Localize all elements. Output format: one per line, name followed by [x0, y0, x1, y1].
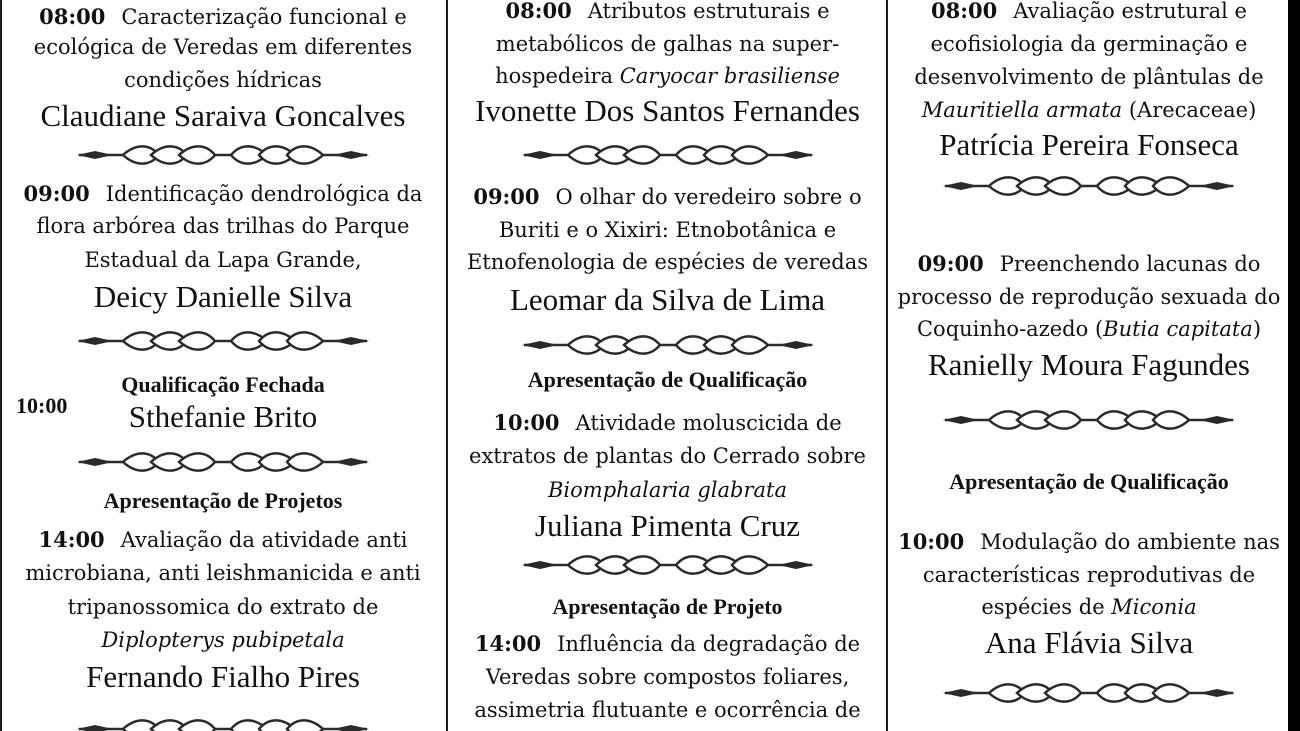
talk-title-line: processo de reprodução sexuada do: [897, 285, 1281, 309]
session-heading: Qualificação Fechada: [121, 372, 325, 397]
talk-time: 10:00: [493, 410, 560, 435]
talk-title-line: condições hídricas: [124, 68, 322, 92]
talk-time: 10:00: [898, 529, 965, 554]
talk-title-line: 10:00 Modulação do ambiente nas: [898, 529, 1280, 554]
talk-time: 09:00: [917, 251, 984, 276]
talk-title-line: desenvolvimento de plântulas de: [914, 65, 1264, 89]
speaker-name: Ivonette Dos Santos Fernandes: [475, 93, 860, 128]
talk-title-line: Mauritiella armata (Arecaceae): [921, 98, 1257, 122]
talk-title-line: 08:00 Avaliação estrutural e: [930, 0, 1247, 23]
laurel-divider-icon: [449, 550, 886, 580]
speaker-name: Ranielly Moura Fagundes: [927, 347, 1250, 382]
talk-title-line: hospedeira Caryocar brasiliense: [495, 64, 840, 88]
speaker-name: Claudiane Saraiva Goncalves: [40, 98, 406, 133]
talk-time: 14:00: [474, 631, 542, 656]
talk-title-italic-line: Biomphalaria glabrata: [547, 478, 788, 502]
talk-title-line: características reprodutivas de: [922, 563, 1256, 587]
laurel-divider-icon: [0, 326, 446, 356]
talk-time: 14:00: [38, 527, 105, 552]
laurel-divider-icon: [0, 140, 446, 170]
section-heading: Apresentação de Qualificação: [949, 469, 1229, 494]
speaker-name: Leomar da Silva de Lima: [509, 282, 826, 317]
talk-title-line: ecofisiologia da germinação e: [930, 32, 1248, 56]
border-right: [1288, 0, 1300, 731]
speaker-name: Juliana Pimenta Cruz: [534, 508, 801, 543]
talk-title-line: flora arbórea das trilhas do Parque: [36, 214, 410, 238]
talk-title-line: metabólicos de galhas na super-: [495, 32, 840, 56]
talk-title-line: 09:00 O olhar do veredeiro sobre o: [473, 184, 862, 209]
schedule-column-3: [889, 0, 1289, 731]
talk-title-line: 10:00 Atividade moluscicida de: [493, 410, 842, 435]
laurel-divider-icon: [449, 140, 886, 170]
talk-title-line: 09:00 Preenchendo lacunas do: [917, 251, 1261, 276]
laurel-divider-icon: [889, 171, 1289, 201]
talk-title-line: espécies de Miconia: [981, 595, 1197, 619]
talk-title-line: 08:00 Caracterização funcional e: [39, 4, 407, 29]
talk-title-line: assimetria flutuante e ocorrência de: [474, 698, 861, 722]
talk-title-line: 14:00 Avaliação da atividade anti: [38, 527, 408, 552]
talk-title-line: 08:00 Atributos estruturais e: [505, 0, 830, 23]
talk-title-italic-line: Diplopterys pubipetala: [101, 628, 345, 652]
talk-title-line: tripanossomica do extrato de: [67, 595, 379, 619]
schedule-column-1: [0, 0, 446, 731]
section-heading: Apresentação de Projeto: [552, 594, 783, 619]
talk-title-line: Buriti e o Xixiri: Etnobotânica e: [498, 218, 837, 242]
talk-title-line: Etnofenologia de espécies de veredas: [466, 250, 869, 274]
laurel-divider-icon: [889, 678, 1289, 708]
laurel-divider-icon: [0, 714, 446, 731]
talk-title-line: ecológica de Veredas em diferentes: [33, 35, 413, 59]
talk-title-line: Veredas sobre compostos foliares,: [485, 665, 850, 689]
speaker-name: Patrícia Pereira Fonseca: [939, 127, 1239, 162]
speaker-name: Fernando Fialho Pires: [86, 659, 360, 694]
section-heading: Apresentação de Qualificação: [527, 367, 808, 392]
talk-time: 08:00: [39, 4, 106, 29]
talk-time: 09:00: [473, 184, 540, 209]
speaker-name: Deicy Danielle Silva: [93, 279, 353, 314]
schedule-column-2: [449, 0, 886, 731]
speaker-name: Sthefanie Brito: [128, 399, 318, 434]
speaker-name: Ana Flávia Silva: [984, 625, 1194, 660]
talk-title-line: 09:00 Identificação dendrológica da: [23, 181, 423, 206]
talk-time: 09:00: [23, 181, 90, 206]
column-divider: [446, 0, 448, 731]
talk-title-line: Estadual da Lapa Grande,: [84, 248, 362, 272]
column-divider: [886, 0, 888, 731]
laurel-divider-icon: [449, 330, 886, 360]
laurel-divider-icon: [0, 447, 446, 477]
talk-title-line: 14:00 Influência da degradação de: [474, 631, 861, 656]
talk-title-line: Coquinho-azedo (Butia capitata): [916, 317, 1262, 341]
talk-time: 10:00: [16, 393, 68, 418]
laurel-divider-icon: [889, 405, 1289, 435]
talk-title-line: microbiana, anti leishmanicida e anti: [25, 561, 421, 585]
section-heading: Apresentação de Projetos: [103, 488, 343, 513]
talk-time: 08:00: [505, 0, 572, 23]
talk-time: 08:00: [930, 0, 998, 23]
talk-title-line: extratos de plantas do Cerrado sobre: [469, 444, 866, 468]
